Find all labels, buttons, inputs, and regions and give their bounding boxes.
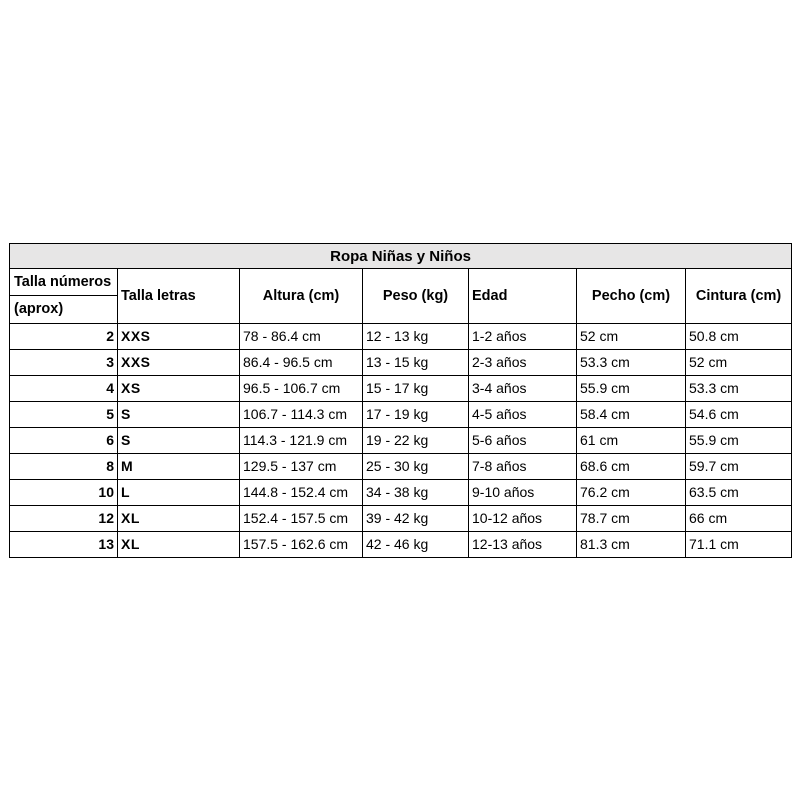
cell-edad: 3-4 años xyxy=(469,376,577,402)
table-row xyxy=(10,402,792,428)
table-title: Ropa Niñas y Niños xyxy=(10,244,792,269)
title-row xyxy=(10,244,792,269)
cell-cintura: 55.9 cm xyxy=(686,428,792,454)
cell-talla-numero: 12 xyxy=(10,506,118,532)
table-row xyxy=(10,480,792,506)
cell-pecho: 61 cm xyxy=(577,428,686,454)
cell-peso: 17 - 19 kg xyxy=(363,402,469,428)
cell-pecho: 78.7 cm xyxy=(577,506,686,532)
cell-peso: 42 - 46 kg xyxy=(363,532,469,558)
cell-edad: 2-3 años xyxy=(469,350,577,376)
table-row xyxy=(10,324,792,350)
cell-pecho: 58.4 cm xyxy=(577,402,686,428)
cell-talla-numero: 6 xyxy=(10,428,118,454)
cell-talla-letra: S xyxy=(118,402,240,428)
cell-cintura: 54.6 cm xyxy=(686,402,792,428)
cell-cintura: 66 cm xyxy=(686,506,792,532)
cell-talla-numero: 2 xyxy=(10,324,118,350)
cell-peso: 19 - 22 kg xyxy=(363,428,469,454)
cell-talla-letra: M xyxy=(118,454,240,480)
cell-altura: 78 - 86.4 cm xyxy=(240,324,363,350)
cell-edad: 9-10 años xyxy=(469,480,577,506)
cell-pecho: 53.3 cm xyxy=(577,350,686,376)
header-pecho: Pecho (cm) xyxy=(577,269,686,324)
cell-altura: 96.5 - 106.7 cm xyxy=(240,376,363,402)
cell-altura: 157.5 - 162.6 cm xyxy=(240,532,363,558)
cell-altura: 144.8 - 152.4 cm xyxy=(240,480,363,506)
cell-cintura: 63.5 cm xyxy=(686,480,792,506)
cell-talla-numero: 13 xyxy=(10,532,118,558)
cell-cintura: 53.3 cm xyxy=(686,376,792,402)
cell-talla-letra: XXS xyxy=(118,350,240,376)
cell-altura: 106.7 - 114.3 cm xyxy=(240,402,363,428)
cell-peso: 13 - 15 kg xyxy=(363,350,469,376)
cell-talla-letra: L xyxy=(118,480,240,506)
table-row xyxy=(10,454,792,480)
header-altura: Altura (cm) xyxy=(240,269,363,324)
cell-altura: 152.4 - 157.5 cm xyxy=(240,506,363,532)
cell-talla-numero: 10 xyxy=(10,480,118,506)
cell-peso: 15 - 17 kg xyxy=(363,376,469,402)
header-talla-letras: Talla letras xyxy=(118,269,240,324)
table-row xyxy=(10,532,792,558)
cell-edad: 10-12 años xyxy=(469,506,577,532)
cell-peso: 25 - 30 kg xyxy=(363,454,469,480)
cell-edad: 5-6 años xyxy=(469,428,577,454)
cell-altura: 129.5 - 137 cm xyxy=(240,454,363,480)
header-talla-numeros xyxy=(10,269,118,324)
size-chart-table xyxy=(9,243,792,558)
cell-edad: 4-5 años xyxy=(469,402,577,428)
cell-talla-letra: S xyxy=(118,428,240,454)
cell-pecho: 76.2 cm xyxy=(577,480,686,506)
cell-edad: 1-2 años xyxy=(469,324,577,350)
cell-altura: 86.4 - 96.5 cm xyxy=(240,350,363,376)
cell-talla-letra: XL xyxy=(118,532,240,558)
cell-altura: 114.3 - 121.9 cm xyxy=(240,428,363,454)
cell-talla-numero: 4 xyxy=(10,376,118,402)
cell-talla-letra: XXS xyxy=(118,324,240,350)
cell-talla-letra: XL xyxy=(118,506,240,532)
cell-pecho: 68.6 cm xyxy=(577,454,686,480)
cell-cintura: 50.8 cm xyxy=(686,324,792,350)
table-row xyxy=(10,350,792,376)
cell-talla-numero: 3 xyxy=(10,350,118,376)
header-cintura: Cintura (cm) xyxy=(686,269,792,324)
header-talla-numeros-line1: Talla números xyxy=(10,269,117,296)
cell-talla-letra: XS xyxy=(118,376,240,402)
table-row xyxy=(10,428,792,454)
cell-pecho: 81.3 cm xyxy=(577,532,686,558)
cell-pecho: 52 cm xyxy=(577,324,686,350)
cell-pecho: 55.9 cm xyxy=(577,376,686,402)
cell-cintura: 59.7 cm xyxy=(686,454,792,480)
cell-talla-numero: 8 xyxy=(10,454,118,480)
header-talla-numeros-line2: (aprox) xyxy=(14,301,64,317)
cell-cintura: 52 cm xyxy=(686,350,792,376)
header-peso: Peso (kg) xyxy=(363,269,469,324)
cell-peso: 12 - 13 kg xyxy=(363,324,469,350)
cell-talla-numero: 5 xyxy=(10,402,118,428)
cell-peso: 39 - 42 kg xyxy=(363,506,469,532)
header-row xyxy=(10,269,792,324)
cell-edad: 12-13 años xyxy=(469,532,577,558)
cell-peso: 34 - 38 kg xyxy=(363,480,469,506)
table-row xyxy=(10,506,792,532)
cell-cintura: 71.1 cm xyxy=(686,532,792,558)
cell-edad: 7-8 años xyxy=(469,454,577,480)
table-row xyxy=(10,376,792,402)
header-edad: Edad xyxy=(469,269,577,324)
